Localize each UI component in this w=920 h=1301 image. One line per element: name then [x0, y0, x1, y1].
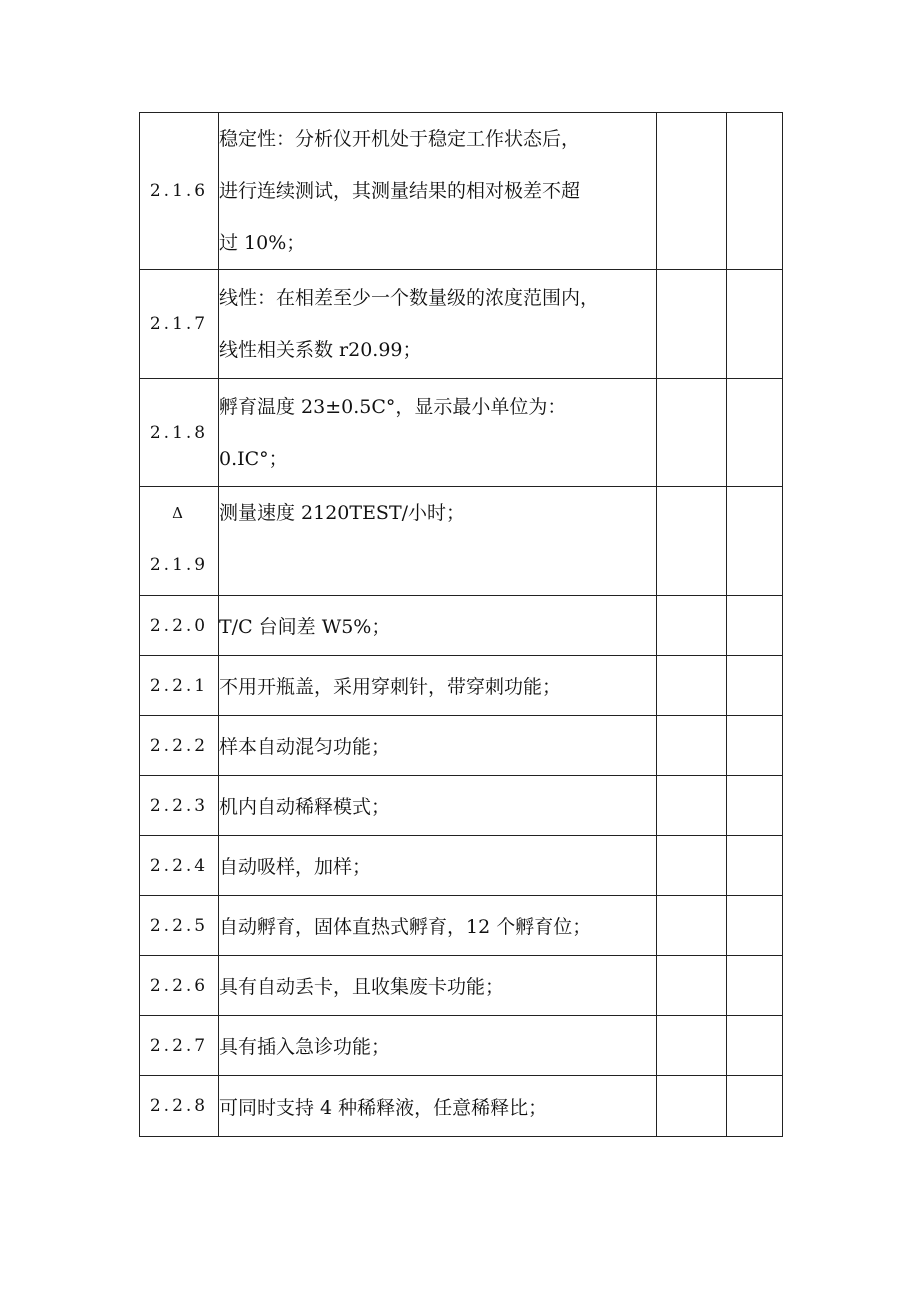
remark-cell: [727, 1016, 783, 1076]
item-description: 具有自动丢卡，且收集废卡功能；: [219, 956, 657, 1016]
spec-table: [139, 112, 783, 1137]
table-row: [140, 596, 783, 656]
remark-cell: [727, 776, 783, 836]
response-cell: [657, 1076, 727, 1137]
item-number: 2.2.1: [140, 656, 219, 716]
item-number-text: 2.1.9: [149, 555, 209, 575]
star-item-mark: Δ: [172, 504, 186, 522]
remark-cell: [727, 379, 783, 487]
description-line: 进行连续测试，其测量结果的相对极差不超: [219, 180, 581, 202]
description-line: 孵育温度 23±0.5C°，显示最小单位为：: [219, 395, 567, 418]
item-description: 机内自动稀释模式；: [219, 776, 657, 836]
response-cell: [657, 656, 727, 716]
description-line: 测量速度 2120TEST/小时；: [219, 502, 466, 524]
description-line: 线性：在相差至少一个数量级的浓度范围内，: [219, 287, 600, 309]
table-row: [140, 656, 783, 716]
item-number: 2.2.6: [140, 956, 219, 1016]
response-cell: [657, 379, 727, 487]
remark-cell: [727, 596, 783, 656]
remark-cell: [727, 956, 783, 1016]
table-row: [140, 836, 783, 896]
table-row: [140, 1016, 783, 1076]
item-description: [219, 270, 657, 379]
remark-cell: [727, 836, 783, 896]
table-row: [140, 716, 783, 776]
item-number: 2.2.4: [140, 836, 219, 896]
description-line: 0.IC°；: [219, 447, 288, 470]
response-cell: [657, 836, 727, 896]
table-row: [140, 270, 783, 379]
response-cell: [657, 956, 727, 1016]
description-line: 稳定性：分析仪开机处于稳定工作状态后，: [219, 128, 581, 150]
table-row: [140, 487, 783, 596]
item-description: [219, 379, 657, 487]
table-row: [140, 1076, 783, 1137]
response-cell: [657, 113, 727, 270]
response-cell: [657, 1016, 727, 1076]
item-description: 具有插入急诊功能；: [219, 1016, 657, 1076]
item-description: 样本自动混匀功能；: [219, 716, 657, 776]
item-description: 自动吸样，加样；: [219, 836, 657, 896]
remark-cell: [727, 716, 783, 776]
item-number: 2.1.8: [140, 379, 219, 487]
description-line: 线性相关系数 r20.99；: [219, 339, 422, 361]
item-number: [140, 487, 219, 596]
description-line: 过 10%；: [219, 232, 306, 254]
item-description: T/C 台间差 W5%；: [219, 596, 657, 656]
remark-cell: [727, 487, 783, 596]
item-description: 自动孵育，固体直热式孵育，12 个孵育位；: [219, 896, 657, 956]
table-row: [140, 379, 783, 487]
table-row: [140, 776, 783, 836]
response-cell: [657, 270, 727, 379]
remark-cell: [727, 896, 783, 956]
table-row: [140, 896, 783, 956]
remark-cell: [727, 113, 783, 270]
response-cell: [657, 596, 727, 656]
item-description: [219, 487, 657, 596]
table-row: [140, 113, 783, 270]
item-description: 不用开瓶盖，采用穿刺针，带穿刺功能；: [219, 656, 657, 716]
item-number: 2.2.3: [140, 776, 219, 836]
item-number: 2.2.2: [140, 716, 219, 776]
remark-cell: [727, 656, 783, 716]
item-number: 2.2.7: [140, 1016, 219, 1076]
response-cell: [657, 776, 727, 836]
remark-cell: [727, 1076, 783, 1137]
item-number: 2.1.7: [140, 270, 219, 379]
remark-cell: [727, 270, 783, 379]
item-description: [219, 113, 657, 270]
item-number: 2.1.6: [140, 113, 219, 270]
item-description: 可同时支持 4 种稀释液，任意稀释比；: [219, 1076, 657, 1137]
response-cell: [657, 716, 727, 776]
response-cell: [657, 896, 727, 956]
item-number: 2.2.8: [140, 1076, 219, 1137]
table-row: [140, 956, 783, 1016]
item-number: 2.2.0: [140, 596, 219, 656]
item-number: 2.2.5: [140, 896, 219, 956]
response-cell: [657, 487, 727, 596]
